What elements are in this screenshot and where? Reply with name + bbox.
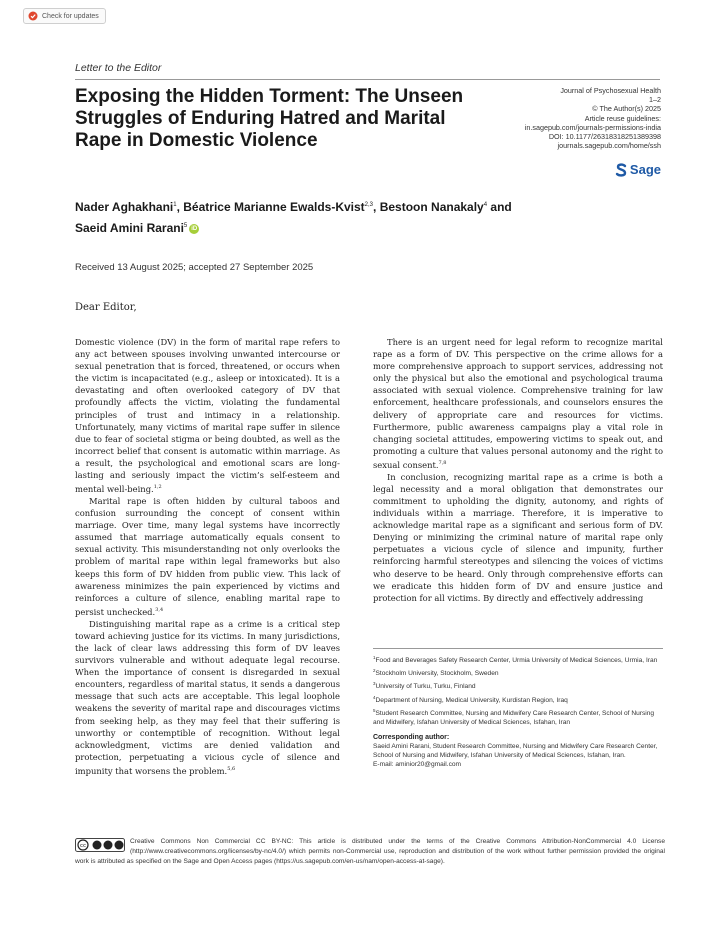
affiliation-item: [373, 706, 663, 727]
affiliation-number: 5: [373, 707, 376, 713]
paragraph-text: There is an urgent need for legal reform to recognize marital rape as a form of DV. This perspective on the crime allows for a more comprehensive approach to support services, addressing not only the physical but also the emotional and psychological trauma associated with sexual violence. Comprehensive training for law enforcement, healthcare professionals, and counselors ensures the delivery of appropriate care and resources for victims. Furthermore, public awareness campaigns play a vital role in changing societal attitudes, empowering victims to speak out, and promoting a culture that values personal autonomy and the right to sexual consent.: [373, 337, 663, 470]
affiliation-text: Stockholm University, Stockholm, Sweden: [375, 670, 499, 678]
permissions-link[interactable]: in.sagepub.com/journals-permissions-india: [524, 122, 661, 132]
author-name[interactable]: Bestoon Nanakaly: [379, 200, 484, 214]
publisher-name: Sage: [629, 162, 661, 177]
body-paragraph: [75, 618, 340, 777]
paragraph-text: Distinguishing marital rape as a crime is a critical step toward achieving justice for its victims. In many jurisdictions, the lack of clear laws addressing this form of DV leaves survivors vulnerable and without adequate legal recourse. When the importance of consent is disregarded in sexual encounters, regardless of marital status, it sends a dangerous message that such acts are acceptable. This legal loophole weakens the severity of marital rape and discourages victims from seeking help, as they may feel that their suffering is unworthy or contemptible of recognition. Without legal acknowledgment, victims are denied validation and protection, perpetuating a vicious cycle of silence and impunity that worsens the problem.: [75, 618, 340, 776]
check-for-updates-badge[interactable]: [23, 8, 106, 24]
svg-text:cc: cc: [79, 843, 87, 850]
author-list: [75, 196, 615, 238]
author-name[interactable]: Nader Aghakhani: [75, 200, 174, 214]
article-type: Letter to the Editor: [75, 62, 162, 74]
affiliation-item: [373, 666, 663, 678]
body-paragraph: [75, 336, 340, 495]
journal-name: Journal of Psychosexual Health: [560, 86, 661, 95]
citation[interactable]: 5,6: [227, 765, 236, 772]
affiliation-item: [373, 679, 663, 691]
body-paragraph: [373, 336, 663, 471]
body-column-left: [75, 336, 340, 777]
author-affiliation: 5: [183, 223, 188, 229]
affiliation-text: Student Research Committee, Nursing and Midwifery Care Research Center, School of Nursing and Midwifery, Isfahan University of Medical Sciences, Isfahan, Iran: [373, 709, 655, 726]
paragraph-text: Domestic violence (DV) in the form of marital rape refers to any act between spouses involving unwanted intercourse or sexual penetration that is forced, threatened, or occurs when the victim is incapacitated (e.g., asleep or intoxicated). It is a devastating and often overlooked category of DV that profoundly affects the victim, violating the fundamental principles of trust and intimacy in a relationship. Unfortunately, many victims of marital rape suffer in silence due to fear of societal stigma or being doubted, as well as the incorrect belief that consent is automatic within marriage. As a result, the psychological and emotional scars are long-lasting and seriously impact the victim’s self-esteem and mental well-being.: [75, 337, 340, 494]
author-name[interactable]: Saeid Amini Rarani: [75, 221, 184, 235]
affiliation-number: 2: [373, 668, 376, 674]
citation[interactable]: 3,4: [155, 606, 164, 613]
affiliation-text: University of Turku, Turku, Finland: [375, 683, 476, 691]
journal-pages: 1–2: [649, 95, 661, 105]
header-divider: [75, 79, 660, 80]
affiliation-text: Food and Beverages Safety Research Center, Urmia University of Medical Sciences, Urmia, Iran: [375, 657, 658, 665]
cc-by-nc-icon[interactable]: [75, 838, 125, 852]
license-text: Creative Commons Non Commercial CC BY-NC: This article is distributed under the terms of the Creative Commons Attribution-NonCommercial 4.0 License (http://www.creativecommons.org/licenses/by-nc/4.0/) which permits non-Commercial use, reproduction and distribution of the work without further permission provided the original work is attributed as specified on the Sage and Open Access pages (https://us.sagepub.com/en-us/nam/open-access-at-sage).: [75, 838, 665, 865]
received-dates: Received 13 August 2025; accepted 27 September 2025: [75, 262, 314, 273]
article-title: Exposing the Hidden Torment: The Unseen Struggles of Enduring Hatred and Marital Rape in Domestic Violence: [75, 86, 464, 151]
license-block: [75, 837, 665, 866]
body-paragraph: [75, 495, 340, 618]
orcid-icon[interactable]: iD: [191, 225, 198, 232]
affiliation-number: 1: [373, 655, 376, 660]
affiliation-item: [373, 693, 663, 705]
affiliation-number: 4: [373, 694, 376, 700]
paragraph-text: Marital rape is often hidden by cultural taboos and confusion surrounding the concept of consent within marriage. Over time, many legal systems have incorrectly assumed that marriage automatically equals consent to sexual activity. This misunderstanding not only overlooks the problem of marital rape within legal frameworks but also keeps this form of DV hidden from public view. This lack of awareness minimizes the pain experienced by victims and reinforces a culture of silence, enabling marital rape to persist unchecked.: [75, 496, 340, 617]
body-column-right: [373, 336, 663, 604]
corresponding-email[interactable]: E-mail: aminior20@gmail.com: [373, 760, 462, 768]
author-separator: ,: [176, 200, 184, 214]
sage-logo: [615, 162, 661, 177]
sage-s-icon: [615, 163, 627, 177]
affiliation-item: [373, 653, 663, 665]
author-separator: and: [487, 200, 512, 214]
affiliation-number: 3: [373, 681, 376, 687]
citation[interactable]: 7,8: [438, 459, 447, 466]
doi[interactable]: DOI: 10.1177/26318318251389398: [548, 132, 661, 142]
journal-homepage[interactable]: journals.sagepub.com/home/ssh: [557, 141, 661, 151]
corresponding-author-text: Saeid Amini Rarani, Student Research Committee, Nursing and Midwifery Care Research Center, School of Nursing and Midwifery, Isfahan University of Medical Sciences, Isfahan, Iran.: [373, 742, 658, 759]
body-paragraph: [373, 471, 663, 604]
paragraph-text: In conclusion, recognizing marital rape as a crime is both a legal necessity and a moral obligation that demonstrates our commitment to upholding the dignity, autonomy, and rights of individuals within a marriage. Therefore, it is imperative to acknowledge marital rape as a significant and serious form of DV. Denying or minimizing the criminal nature of marital rape only perpetuates a vicious cycle of silence and impunity, further reinforcing harmful stereotypes and silencing the voices of victims who deserve to be heard. Only through comprehensive efforts can we eradicate this hidden form of DV and ensure justice and protection for all victims. By directly and effectively addressing: [373, 471, 663, 603]
journal-info: [441, 86, 661, 150]
affiliations: [373, 648, 663, 769]
badge-label: Check for updates: [42, 12, 99, 20]
update-icon: [28, 11, 38, 21]
affiliation-text: Department of Nursing, Medical University, Kurdistan Region, Iraq: [375, 696, 568, 704]
citation[interactable]: 1,2: [153, 484, 162, 491]
corresponding-author-heading: Corresponding author:: [373, 733, 450, 741]
reuse-guidelines: Article reuse guidelines:: [584, 113, 661, 123]
salutation: Dear Editor,: [75, 302, 137, 313]
copyright: © The Author(s) 2025: [592, 104, 661, 114]
author-separator: ,: [373, 200, 380, 214]
author-affiliation: 4: [483, 202, 488, 208]
author-affiliation: 1: [173, 202, 177, 208]
author-affiliation: 2,3: [364, 202, 374, 208]
author-name[interactable]: Béatrice Marianne Ewalds-Kvist: [183, 200, 365, 214]
